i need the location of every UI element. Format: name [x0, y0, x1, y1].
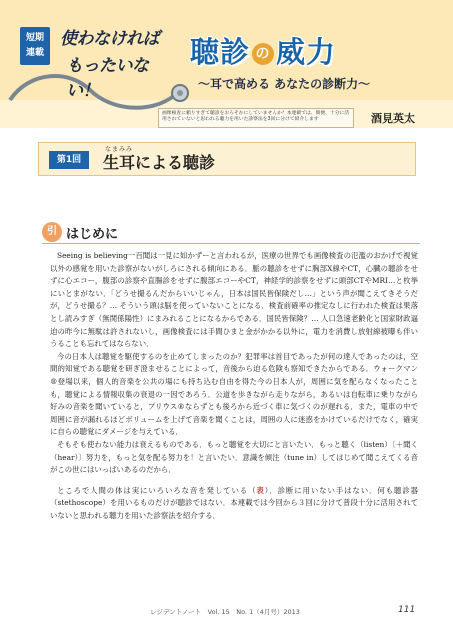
- paragraph: ところで人間の体は実にいろいろな音を発している（表）．診断に用いない手はない．何も聴診器（stethoscope）を用いるものだけが聴診ではない．本連載では今回から３回に分けて普段十分に活用されていないと思われる聴力を用いた診察法を紹介する．: [50, 485, 418, 520]
- slogan: [60, 24, 180, 101]
- series-subtitle: 〜耳で高める あなたの診断力〜: [198, 77, 371, 91]
- chapter-heading: [38, 142, 416, 176]
- series-title-no: の: [252, 43, 274, 65]
- section-divider: [42, 243, 420, 244]
- section-title: はじめに: [66, 227, 119, 242]
- section-icon: 引: [42, 222, 62, 242]
- series-badge: [20, 27, 50, 65]
- paragraph: 今の日本人は聴覚を駆使するのを止めてしまったのか？犯罪率は首目であったが何の達人であったのは，空間的知覚である聴覚を研ぎ澄ませることによって，音後から迫る危険も察知できたからである．ウォークマン®登場以来，個人的音楽を公共の場にも持ち込む自由を得た今の日本人が，周囲に気を配らなくなったことも，聴覚による情報収集の衰退の一因であろう．公道を歩きながら走りながら，あるいは自転車に乗りながら好みの音楽を聞いていると，プリウス®ならずとも後ろから近づく車に気づくのが遅れる．また，電車の中で周囲に音が漏れるほどボリュームを上げて音楽を聞くことは，周囲の人に迷惑をかけているだけでなく，確実に自らの聴覚にダメージを与えている．: [50, 351, 418, 437]
- chapter-title: 生耳による聴診: [103, 153, 216, 172]
- intro-box: 画像検査に頼りすぎて聴診をおろそかにしていませんか？本連載では、簡便、十分に活用されていないと思われる聴力を用いた診察法を3回に分けて紹介します: [158, 108, 354, 128]
- slogan-line2: もったいない！: [66, 56, 149, 101]
- chapter-ruby: なまみみ: [105, 146, 134, 153]
- chapter-badge: 第1回: [49, 151, 89, 169]
- series-title: [190, 30, 336, 71]
- series-badge-line2: 連載: [25, 48, 44, 58]
- page-number: 111: [398, 605, 416, 615]
- body-text: [50, 250, 418, 522]
- series-title-part2: 威力: [276, 35, 337, 69]
- table-reference-link[interactable]: 表: [256, 485, 265, 495]
- footer-journal: レジデントノート Vol. 15 No. 1（4月号）2013: [150, 608, 300, 616]
- paragraph: Seeing is believing一百聞は一見に如かずーと言われるが，医療の世界でも画像検査の氾濫のおかげで視覚以外の感覚を用いた診察がないがしろにされる傾向にある．脈の聴診をせずに胸部X線やCT，心臓の聴診をせずに心エコー，腹部の診察や直腸診をせずに腹部エコーやCT，神経学的診察をせずに頭部CTやMRI…と枚挙にいとまがない．「どうせ撮るんだからいいじゃん，日本は国民皆保険だし…」という声が聞こえてきそうだが，どうせ撮る？… そういう頭は脳を使っていないことになる．検査前確率の推定なしに行われた検査は果落とし読みすぎ（無関係陽性）にまみれることになるからである．国民皆保険？… 人口急速老齢化と国家財政逼迫の昨今に無駄は許されないし，画像検査には手間ひまと金がかかる以外に，電力を消費し放射線被曝も伴いうることも忘れてはならない．: [50, 251, 418, 349]
- series-badge-line1: 短期: [25, 33, 44, 43]
- author-name: 酒見英太: [371, 112, 415, 125]
- series-title-part1: 聴診: [190, 35, 251, 69]
- paragraph: そもそも使わない能力は衰えるものである．もっと聴覚を大切にと言いたい．もっと聴く（listen）〔＋聞く（hear）〕努力を，もっと気を配る努力を！と言いたい．意識を傾注（tune in）してはじめて聞こえてくる音がこの世にはいっぱいあるのだから．: [50, 439, 418, 475]
- slogan-line1: 使わなければ: [60, 29, 159, 49]
